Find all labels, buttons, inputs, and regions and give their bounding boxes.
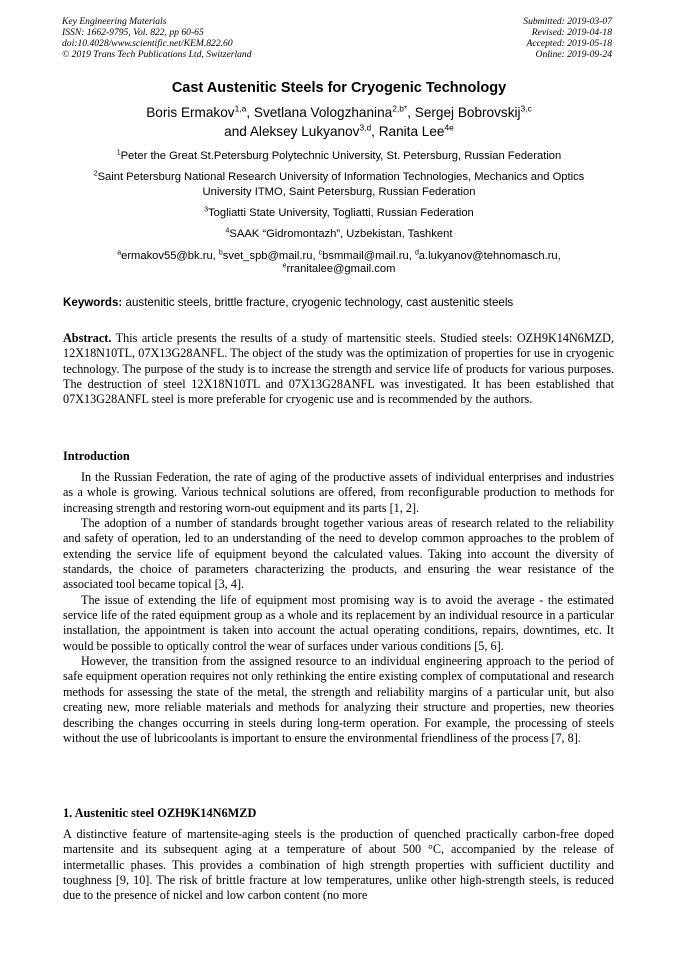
affiliation-mark: 2 xyxy=(93,170,98,178)
author-affil-mark: 1,a xyxy=(234,103,247,114)
affiliation-3 xyxy=(70,206,608,221)
affiliation-2 xyxy=(78,170,600,199)
author-name: Ranita Lee xyxy=(378,124,445,139)
author-conjunction: and xyxy=(224,124,247,139)
affiliation-1 xyxy=(70,149,608,164)
email-address: a.lukyanov@tehnomasch.ru, xyxy=(418,250,561,262)
section-1-heading: 1. Austenitic steel OZH9K14N6MZD xyxy=(63,806,257,820)
author-affil-mark: 4e xyxy=(444,122,454,133)
intro-paragraph: The adoption of a number of standards brought together various areas of research related to the reliability and safety of operation, led to an understanding of the need to develop common approaches to the problem of extending the service life of equipment beyond the calculated values. Taking into account the diversity of standards, the choice of parameters characterizing the products, and ensuring the wear resistance of the associated tool became topical [3, 4]. xyxy=(63,516,614,592)
author-affil-mark: 2,b* xyxy=(392,103,408,114)
email-address: rranitalee@gmail.com xyxy=(286,263,396,276)
author-affil-mark: 3,c xyxy=(520,103,532,114)
affiliation-text: SAAK “Gidromontazh”, Uzbekistan, Tashkent xyxy=(229,228,453,240)
journal-doi: doi:10.4028/www.scientific.net/KEM.822.60 xyxy=(62,38,233,50)
author-name: Svetlana Vologzhanina xyxy=(253,105,393,120)
date-submitted: Submitted: 2019-03-07 xyxy=(523,16,612,27)
affiliation-text: Saint Petersburg National Research University of Information Technologies, Mechanics and Optics University ITMO, Saint Petersburg, Russian Federation xyxy=(97,171,585,198)
abstract xyxy=(63,331,614,408)
email-mark: d xyxy=(414,249,419,257)
email-address: bsmmail@mail.ru, xyxy=(322,250,412,262)
affiliation-mark: 1 xyxy=(116,149,121,157)
affiliation-4 xyxy=(70,227,608,242)
intro-paragraph: In the Russian Federation, the rate of aging of the productive assets of individual enterprises and industries as a whole is growing. Various technical solutions are offered, from reconfigurable production to methods for increasing strength and restoring worn-out equipment and its parts [1, 2]. xyxy=(63,470,614,515)
affiliation-mark: 4 xyxy=(225,227,230,235)
date-accepted: Accepted: 2019-05-18 xyxy=(526,38,612,50)
keywords-text: austenitic steels, brittle fracture, cryogenic technology, cast austenitic steels xyxy=(125,296,514,309)
author-list: Boris Ermakov$^{1,a}$, Svetlana Vologzhanina$^{2,b*}$, Sergej Bobrovskij$^{3,c}$ and Aleksey Lukyanov$^{3,d}$, Ranita Lee$^{4e}$ xyxy=(146,103,532,139)
section-1-body xyxy=(63,827,614,904)
email-mark: a xyxy=(117,249,122,257)
affiliation-text: Peter the Great St.Petersburg Polytechnic University, St. Petersburg, Russian Federation xyxy=(120,150,562,162)
intro-heading: Introduction xyxy=(63,449,130,463)
email-mark: e xyxy=(282,262,287,270)
author-affil-mark: 3,d xyxy=(359,122,372,133)
date-revised: Revised: 2019-04-18 xyxy=(531,27,612,39)
keywords xyxy=(63,296,615,309)
author-name: Aleksey Lukyanov xyxy=(249,124,360,139)
keywords-label: Keywords: xyxy=(63,296,123,309)
section-1-paragraph: A distinctive feature of martensite-aging steels is the production of quenched practically carbon-free doped martensite and its subsequent aging at a temperature of about 500 °C, accompanied by the release of intermetallic phases. This provides a combination of high strength properties with sufficient ductility and toughness [9, 10]. The risk of brittle fracture at low temperatures, unlike other high-strength steels, is reduced due to the presence of nickel and low carbon content (no more xyxy=(63,827,614,903)
abstract-text: This article presents the results of a study of martensitic steels. Studied steels: OZH9K14N6MZD, 12X18N10TL, 07X13G28ANFL. The object of the study was the optimization of properties for use in cryogenic technology. The purpose of the study is to increase the strength and service life of products for various purposes. The destruction of steel 12X18N10TL and 07X13G28ANFL was investigated. It has been established that 07X13G28ANFL steel is more preferable for cryogenic use and is recommended by the authors. xyxy=(63,331,614,407)
author-name: Boris Ermakov xyxy=(146,105,235,120)
journal-issn: ISSN: 1662-9795, Vol. 822, pp 60-65 xyxy=(62,27,204,39)
email-list xyxy=(70,250,608,277)
intro-paragraph: The issue of extending the life of equipment most promising way is to avoid the average - the estimated service life of the rated equipment group as a whole and its replacement by an individual resource in a particular installation, the appointment is taken into account the actual operating conditions, repairs, downtimes, etc. It would be possible to optically control the wear of surfaces under various conditions [5, 6]. xyxy=(63,592,614,653)
intro-paragraph: However, the transition from the assigned resource to an individual engineering approach to the period of safe equipment operation requires not only rethinking the entire existing complex of computational and research methods for assessing the state of the metal, the strength and reliability margins of a particular unit, but also creating new, more reliable materials and methods for analyzing their structure and properties, new theories describing the changes occurring in steels during long-term operation. For example, the processing of steels without the use of lubricoolants is important to ensure the environmental friendliness of the process [7, 8]. xyxy=(63,654,614,745)
date-online: Online: 2019-09-24 xyxy=(535,49,612,61)
email-mark: c xyxy=(318,249,323,257)
email-address: svet_spb@mail.ru, xyxy=(222,250,316,262)
affiliation-mark: 3 xyxy=(204,206,209,214)
email-address: ermakov55@bk.ru, xyxy=(121,250,216,262)
publication-dates xyxy=(523,16,612,60)
journal-info xyxy=(62,16,252,60)
journal-copyright: © 2019 Trans Tech Publications Ltd, Switzerland xyxy=(62,49,252,61)
affiliation-text: Togliatti State University, Togliatti, Russian Federation xyxy=(208,207,474,219)
paper-title: Cast Austenitic Steels for Cryogenic Technology xyxy=(171,80,507,96)
abstract-label: Abstract. xyxy=(63,331,112,345)
email-mark: b xyxy=(218,249,223,257)
journal-name: Key Engineering Materials xyxy=(62,16,167,27)
intro-body xyxy=(63,470,614,746)
author-name: Sergej Bobrovskij xyxy=(414,105,521,120)
